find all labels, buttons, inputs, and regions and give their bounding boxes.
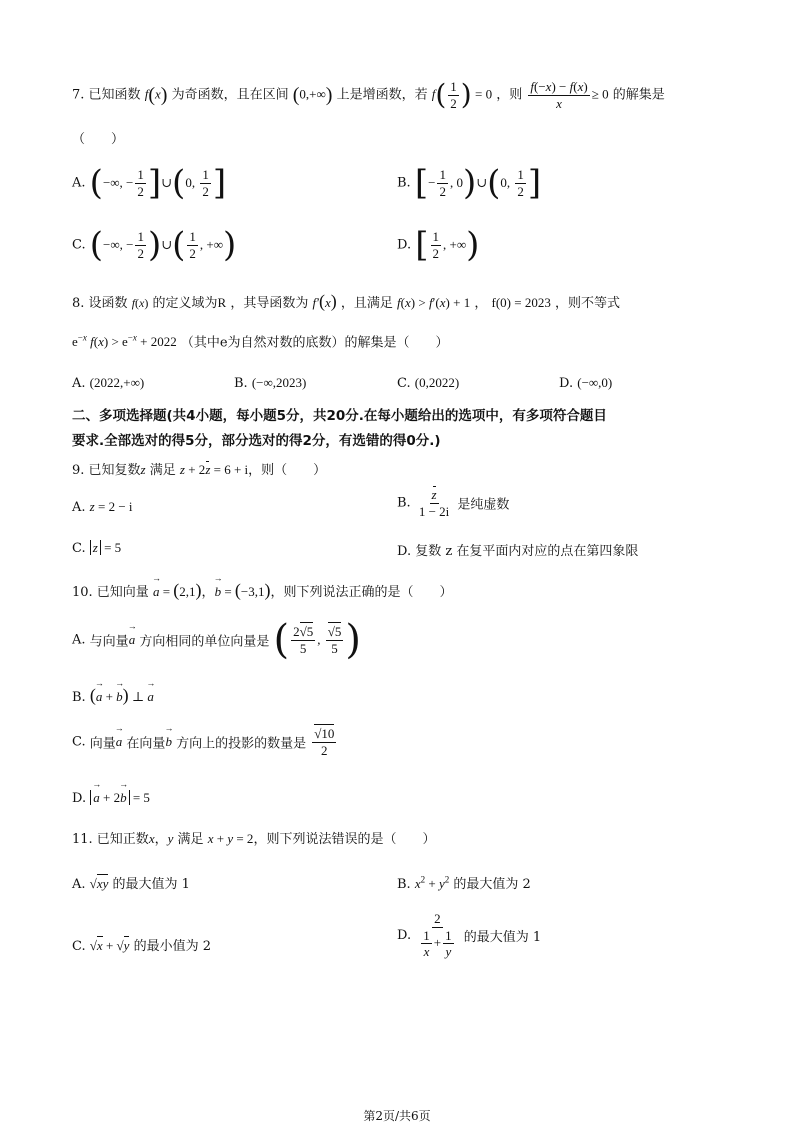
q7-paren: （ ） (72, 132, 125, 147)
q9-stem: 9. 已知复数z 满足 z + 2z = 6 + i，则（ ） (72, 462, 327, 478)
q10-option-a[interactable]: A. 与向量→ a 方向相同的单位向量是 ( $\frac{2√5}{5}$ , $\frac{√5}{5}$ ) (72, 620, 361, 660)
section-heading-line2: 要求.全部选对的得5分，部分选对的得2分，有选错的得0分.) (72, 433, 441, 449)
q8-option-d[interactable]: D. (−∞,0) (559, 375, 613, 391)
section-heading-line1: 二、多项选择题(共4小题，每小题5分，共20分.在每小题给出的选项中，有多项符合题目 (72, 408, 607, 424)
q9-option-a[interactable]: A. z = 2 − i (72, 499, 133, 515)
q7-stem: 7. 已知函数 f(x) 为奇函数，且在区间 (0,+∞) 上是增函数，若 f( $\frac{1}{2}$ ) = 0 ，则 $\frac{f(-x) - f(x)}{x}$ ≥ 0 的解集是 (72, 78, 665, 112)
q7-option-b[interactable]: B. [− $\frac{1}{2}$ , 0)∪(0, $\frac{1}{2}$ ] (397, 163, 542, 203)
q8-option-a[interactable]: A. (2022,+∞) (72, 375, 145, 391)
q10-option-d[interactable]: D. → a + 2→ b = 5 (72, 790, 150, 806)
q8-option-b[interactable]: B. (−∞,2023) (234, 375, 307, 391)
q9-option-d[interactable]: D. 复数 z 在复平面内对应的点在第四象限 (397, 544, 639, 559)
q10-option-b[interactable]: B. (→ a + → b) ⊥ → a (72, 685, 154, 706)
q11-option-c[interactable]: C. √x + √y 的最小值为 2 (72, 938, 211, 954)
q9-option-b[interactable]: B. $\frac{z}{1 - 2i}$ 是纯虚数 (397, 487, 510, 519)
q9-option-c[interactable]: C. z = 5 (72, 540, 122, 556)
q11-option-d[interactable]: D. 2 $\frac{1}{x}$ + $\frac{1}{y}$ 的最大值为 1 (397, 911, 542, 960)
q11-option-a[interactable]: A. √xy 的最大值为 1 (72, 876, 190, 892)
q7-option-c[interactable]: C. (−∞, − $\frac{1}{2}$ )∪( $\frac{1}{2}$ , +∞) (72, 225, 237, 265)
q11-option-b[interactable]: B. $x^2 + y^2$ 的最大值为 2 (397, 874, 531, 892)
q8-option-c[interactable]: C. (0,2022) (397, 375, 460, 391)
q10-option-c[interactable]: C. 向量→ a 在向量→ b 方向上的投影的数量是 $\frac{√10}{2}$ (72, 727, 338, 757)
page-footer: 第2页/共6页 (363, 1109, 431, 1123)
q10-stem: 10. 已知向量 → a = (2,1)，→ b = (−3,1)，则下列说法正确的是（ ） (72, 581, 453, 599)
q7-option-a[interactable]: A. (−∞, − $\frac{1}{2}$ ]∪(0, $\frac{1}{2}$ ] (72, 163, 227, 203)
q8-stem-line2: $e^{-x}$ $f(x) > e^{-x} + 2022$ （其中e为自然对数的底数）的解集是（ ） (72, 333, 449, 351)
q11-stem: 11. 已知正数x，y 满足 x + y = 2，则下列说法错误的是（ ） (72, 831, 436, 847)
q8-stem: 8. 设函数 f(x) 的定义域为R ，其导函数为 f′(x) ，且满足 f(x) > f′(x) + 1 ， f(0) = 2023 ，则不等式 (72, 291, 620, 311)
q7-option-d[interactable]: D. [ $\frac{1}{2}$ , +∞) (397, 225, 480, 265)
